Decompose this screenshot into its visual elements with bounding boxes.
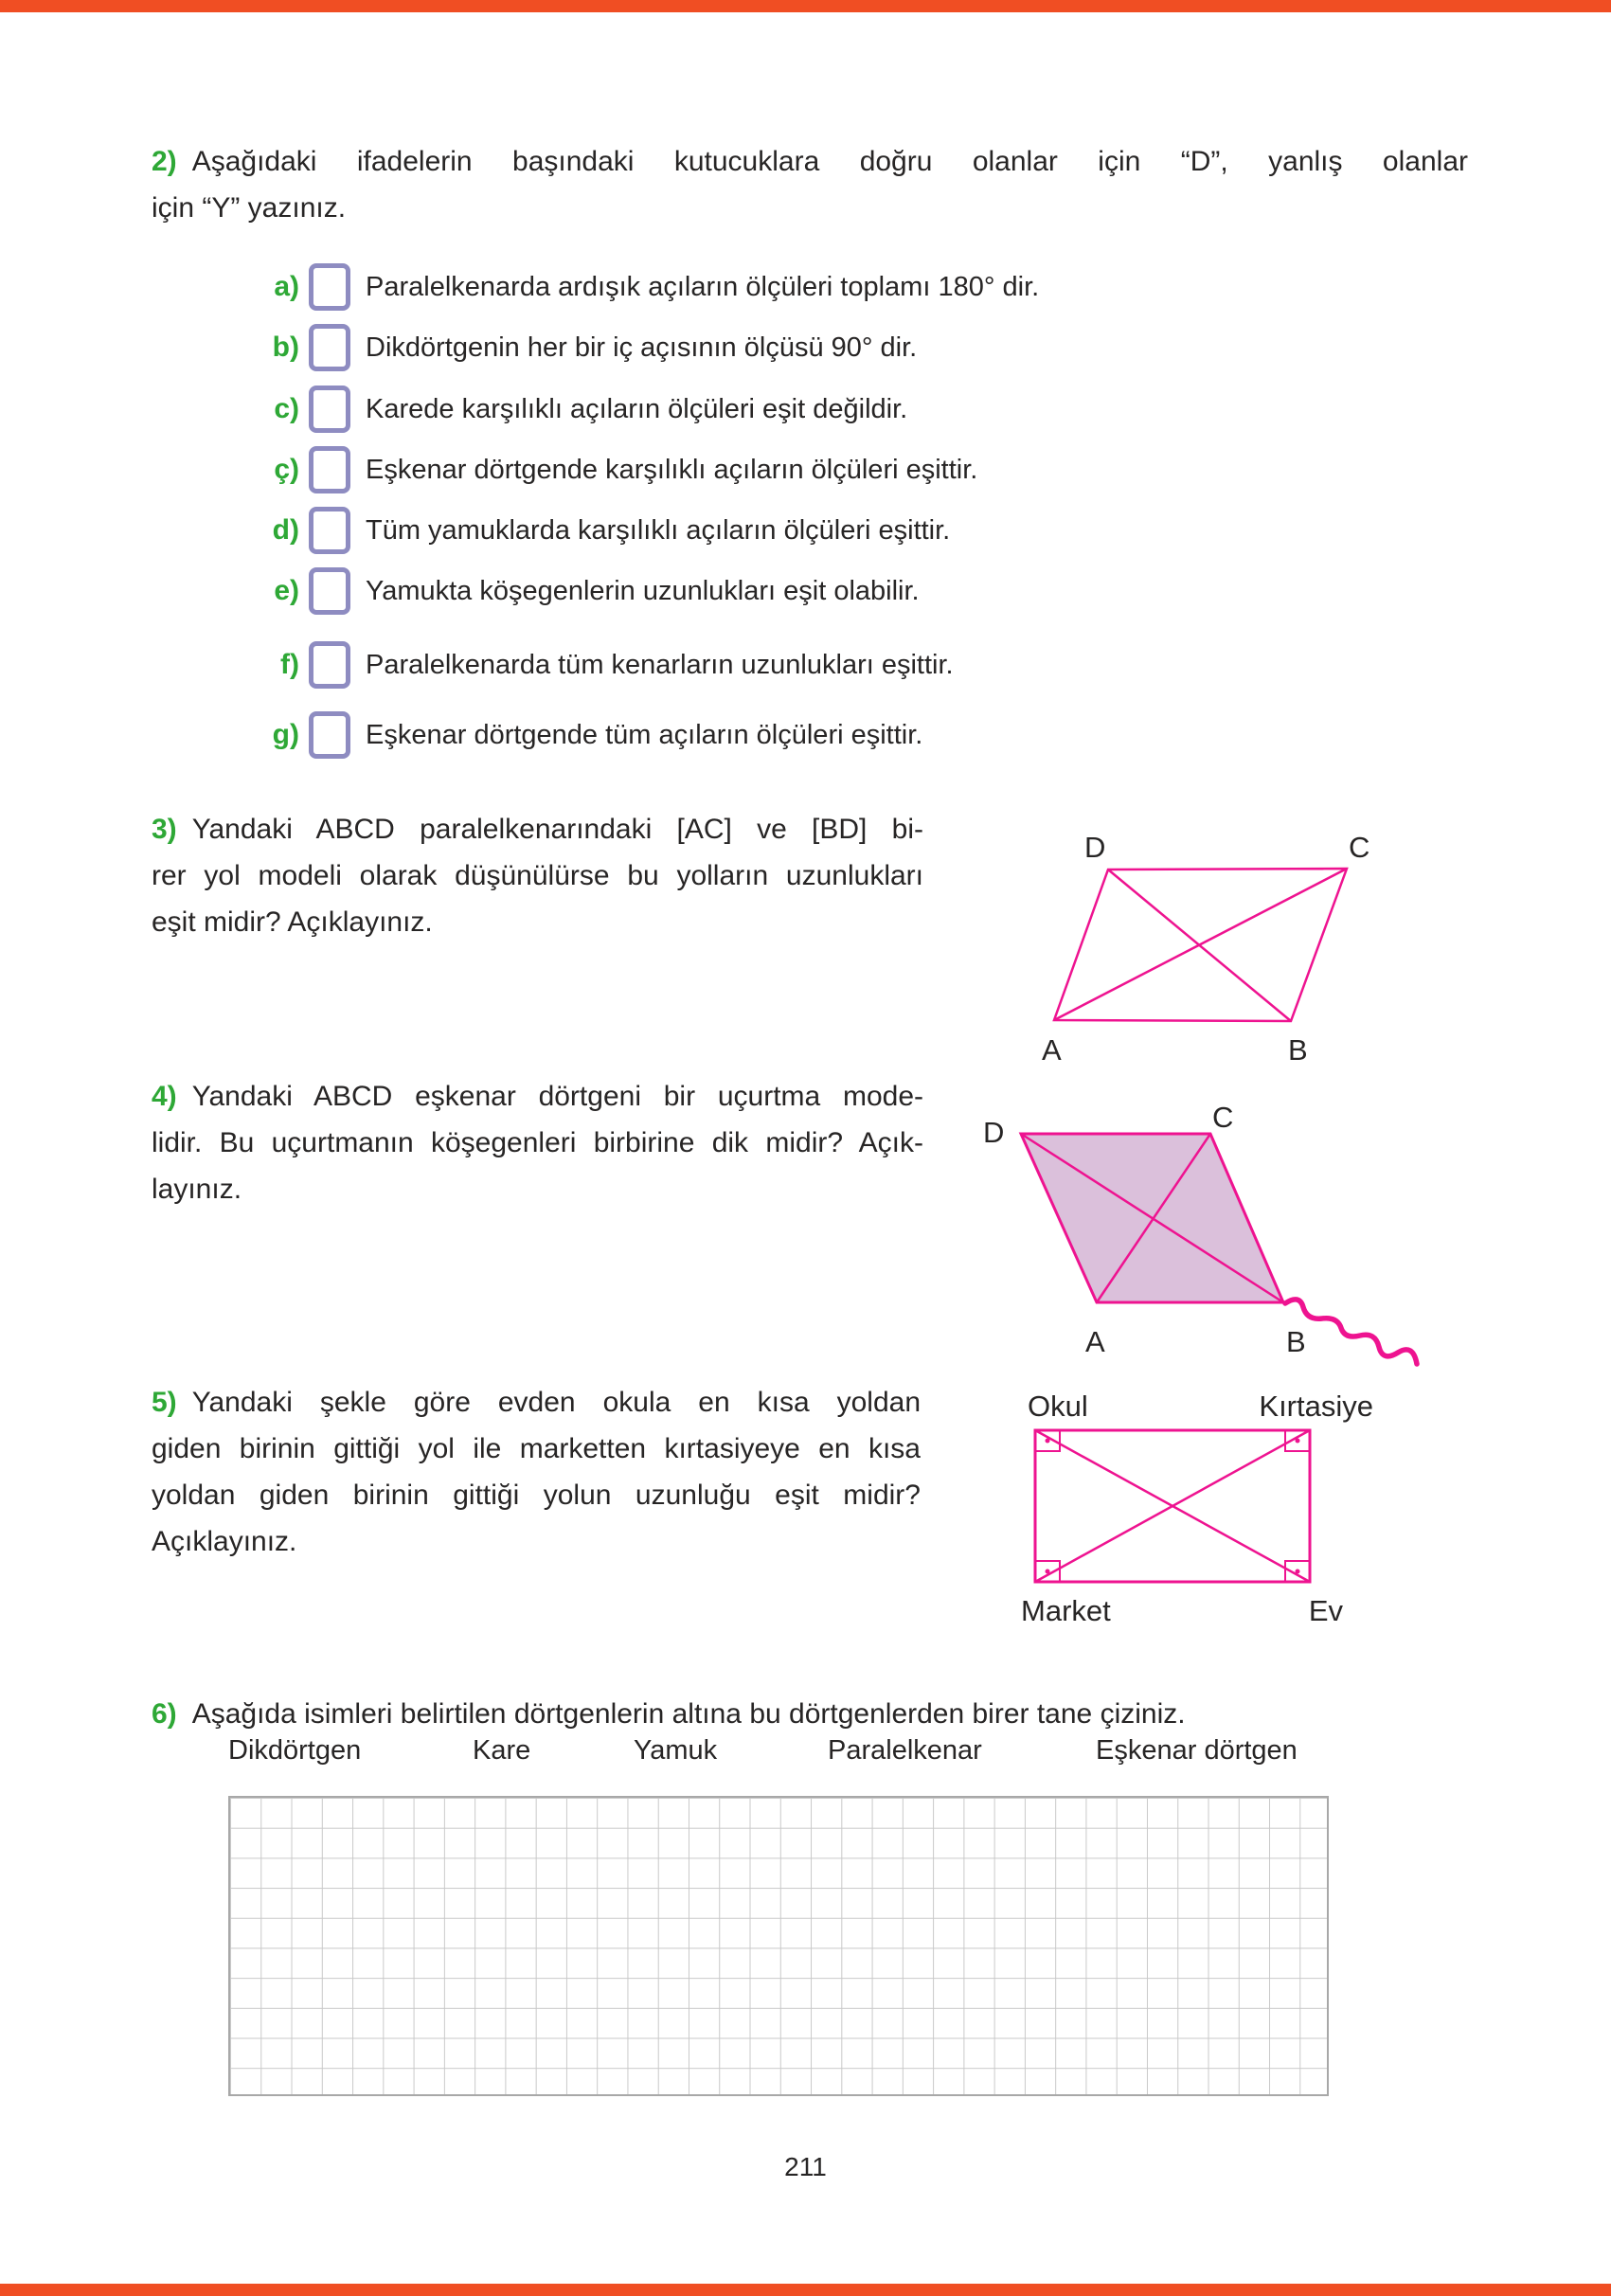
answer-checkbox-b[interactable] [309, 324, 350, 371]
question-4-number: 4) [152, 1081, 177, 1112]
diagonal-bd [1108, 870, 1291, 1021]
statement-letter-a: a) [274, 271, 299, 302]
question-4-line-3: layınız. [152, 1174, 242, 1205]
statement-text-cc: Eşkenar dörtgende karşılıklı açıların ölçüleri eşittir. [366, 454, 978, 485]
statement-letter-e: e) [274, 575, 299, 606]
shape-name-yamuk: Yamuk [634, 1735, 718, 1766]
question-4-line-1 [152, 1073, 923, 1120]
statement-row-g [237, 713, 922, 757]
question-5-line-3: yoldan giden birinin gittiği yolun uzunluğu eşit midir? [152, 1480, 921, 1511]
statement-text-a: Paralelkenarda ardışık açıların ölçüleri toplamı 180° dir. [366, 271, 1040, 302]
kite-diagram [966, 1080, 1459, 1402]
question-3-text: Yandaki ABCD paralelkenarındaki [AC] ve [BD] bi- [191, 814, 923, 845]
location-label-ev: Ev [1308, 1594, 1343, 1627]
answer-checkbox-cc[interactable] [309, 446, 350, 493]
answer-checkbox-e[interactable] [309, 567, 350, 615]
statement-letter-cc: ç) [274, 454, 299, 485]
shape-name-kare: Kare [473, 1735, 531, 1766]
answer-checkbox-c[interactable] [309, 386, 350, 433]
question-2-line-2: için “Y” yazınız. [152, 192, 347, 224]
drawing-grid[interactable] [228, 1796, 1329, 2096]
answer-checkbox-d[interactable] [309, 507, 350, 554]
kite-vertex-label-d: D [983, 1116, 1005, 1149]
question-5-number: 5) [152, 1387, 177, 1418]
question-5-line-2: giden birinin gittiği yol ile marketten kırtasiyeye en kısa [152, 1433, 921, 1464]
page-number: 211 [784, 2152, 827, 2181]
question-2-text: Aşağıdaki ifadelerin başındaki kutucuklara doğru olanlar için “D”, yanlış olanlar [191, 146, 1468, 177]
kite-vertex-label-b: B [1286, 1325, 1306, 1358]
corner-dot-br [1296, 1570, 1300, 1574]
question-5-text: Yandaki şekle göre evden okula en kısa yoldan [191, 1387, 921, 1418]
corner-dot-bl [1046, 1570, 1050, 1574]
statement-text-b: Dikdörtgenin her bir iç açısının ölçüsü 90° dir. [366, 332, 918, 363]
statement-row-c [237, 387, 907, 431]
answer-checkbox-a[interactable] [309, 263, 350, 311]
kite-vertex-label-a: A [1085, 1325, 1105, 1358]
question-2-line-1 [152, 138, 1468, 185]
statement-row-a [237, 265, 1039, 309]
corner-dot-tr [1296, 1439, 1300, 1444]
statement-letter-g: g) [272, 719, 299, 750]
statement-letter-f: f) [280, 649, 299, 680]
location-label-market: Market [1021, 1594, 1111, 1627]
vertex-label-a: A [1042, 1033, 1062, 1067]
question-6-number: 6) [152, 1698, 177, 1730]
diagonal-ac [1054, 869, 1347, 1020]
statement-text-f: Paralelkenarda tüm kenarların uzunlukları eşittir. [366, 649, 954, 680]
statement-text-g: Eşkenar dörtgende tüm açıların ölçüleri eşittir. [366, 719, 923, 750]
vertex-label-c: C [1349, 831, 1370, 864]
question-3-line-3: eşit midir? Açıklayınız. [152, 906, 433, 938]
vertex-label-b: B [1288, 1033, 1308, 1067]
parallelogram-diagram [976, 810, 1392, 1075]
statement-text-e: Yamukta köşegenlerin uzunlukları eşit olabilir. [366, 575, 920, 606]
statement-text-d: Tüm yamuklarda karşılıklı açıların ölçüleri eşittir. [366, 514, 951, 546]
statement-letter-b: b) [272, 332, 299, 363]
question-6-line-1 [152, 1691, 1468, 1737]
question-2-number: 2) [152, 146, 177, 177]
answer-checkbox-f[interactable] [309, 641, 350, 689]
question-2 [152, 138, 1468, 231]
question-3-line-2: rer yol modeli olarak düşünülürse bu yolların uzunlukları [152, 860, 923, 891]
statement-row-f [237, 643, 954, 687]
location-label-okul: Okul [1028, 1390, 1088, 1423]
shape-name-paralelkenar: Paralelkenar [828, 1735, 982, 1766]
shape-name-eskenar-dortgen: Eşkenar dörtgen [1096, 1735, 1298, 1766]
location-label-kirtasiye: Kırtasiye [1259, 1390, 1373, 1423]
rectangle-map-diagram [976, 1378, 1468, 1648]
bottom-accent-bar [0, 2284, 1611, 2296]
statement-row-b [237, 326, 917, 369]
question-4-line-2: lidir. Bu uçurtmanın köşegenleri birbirine dik midir? Açık- [152, 1127, 923, 1158]
statement-row-e [237, 569, 920, 613]
statement-row-cc [237, 448, 977, 492]
statement-letter-c: c) [274, 393, 299, 424]
kite-vertex-label-c: C [1212, 1101, 1234, 1134]
question-4 [152, 1073, 923, 1212]
question-3-number: 3) [152, 814, 177, 845]
question-6-text: Aşağıda isimleri belirtilen dörtgenlerin altına bu dörtgenlerden birer tane çiziniz. [191, 1698, 1186, 1730]
question-5-line-1 [152, 1379, 921, 1426]
question-4-text: Yandaki ABCD eşkenar dörtgeni bir uçurtma mode- [191, 1081, 923, 1112]
answer-checkbox-g[interactable] [309, 711, 350, 759]
statement-row-d [237, 509, 950, 552]
question-3-line-1 [152, 806, 923, 852]
shape-name-dikdortgen: Dikdörtgen [228, 1735, 362, 1766]
corner-dot-tl [1046, 1439, 1050, 1444]
top-accent-bar [0, 0, 1611, 12]
question-6 [152, 1691, 1468, 1737]
vertex-label-d: D [1084, 831, 1106, 864]
statement-text-c: Karede karşılıklı açıların ölçüleri eşit değildir. [366, 393, 908, 424]
statement-letter-d: d) [272, 514, 299, 546]
question-3 [152, 806, 923, 945]
question-5 [152, 1379, 921, 1565]
question-5-line-4: Açıklayınız. [152, 1526, 297, 1557]
